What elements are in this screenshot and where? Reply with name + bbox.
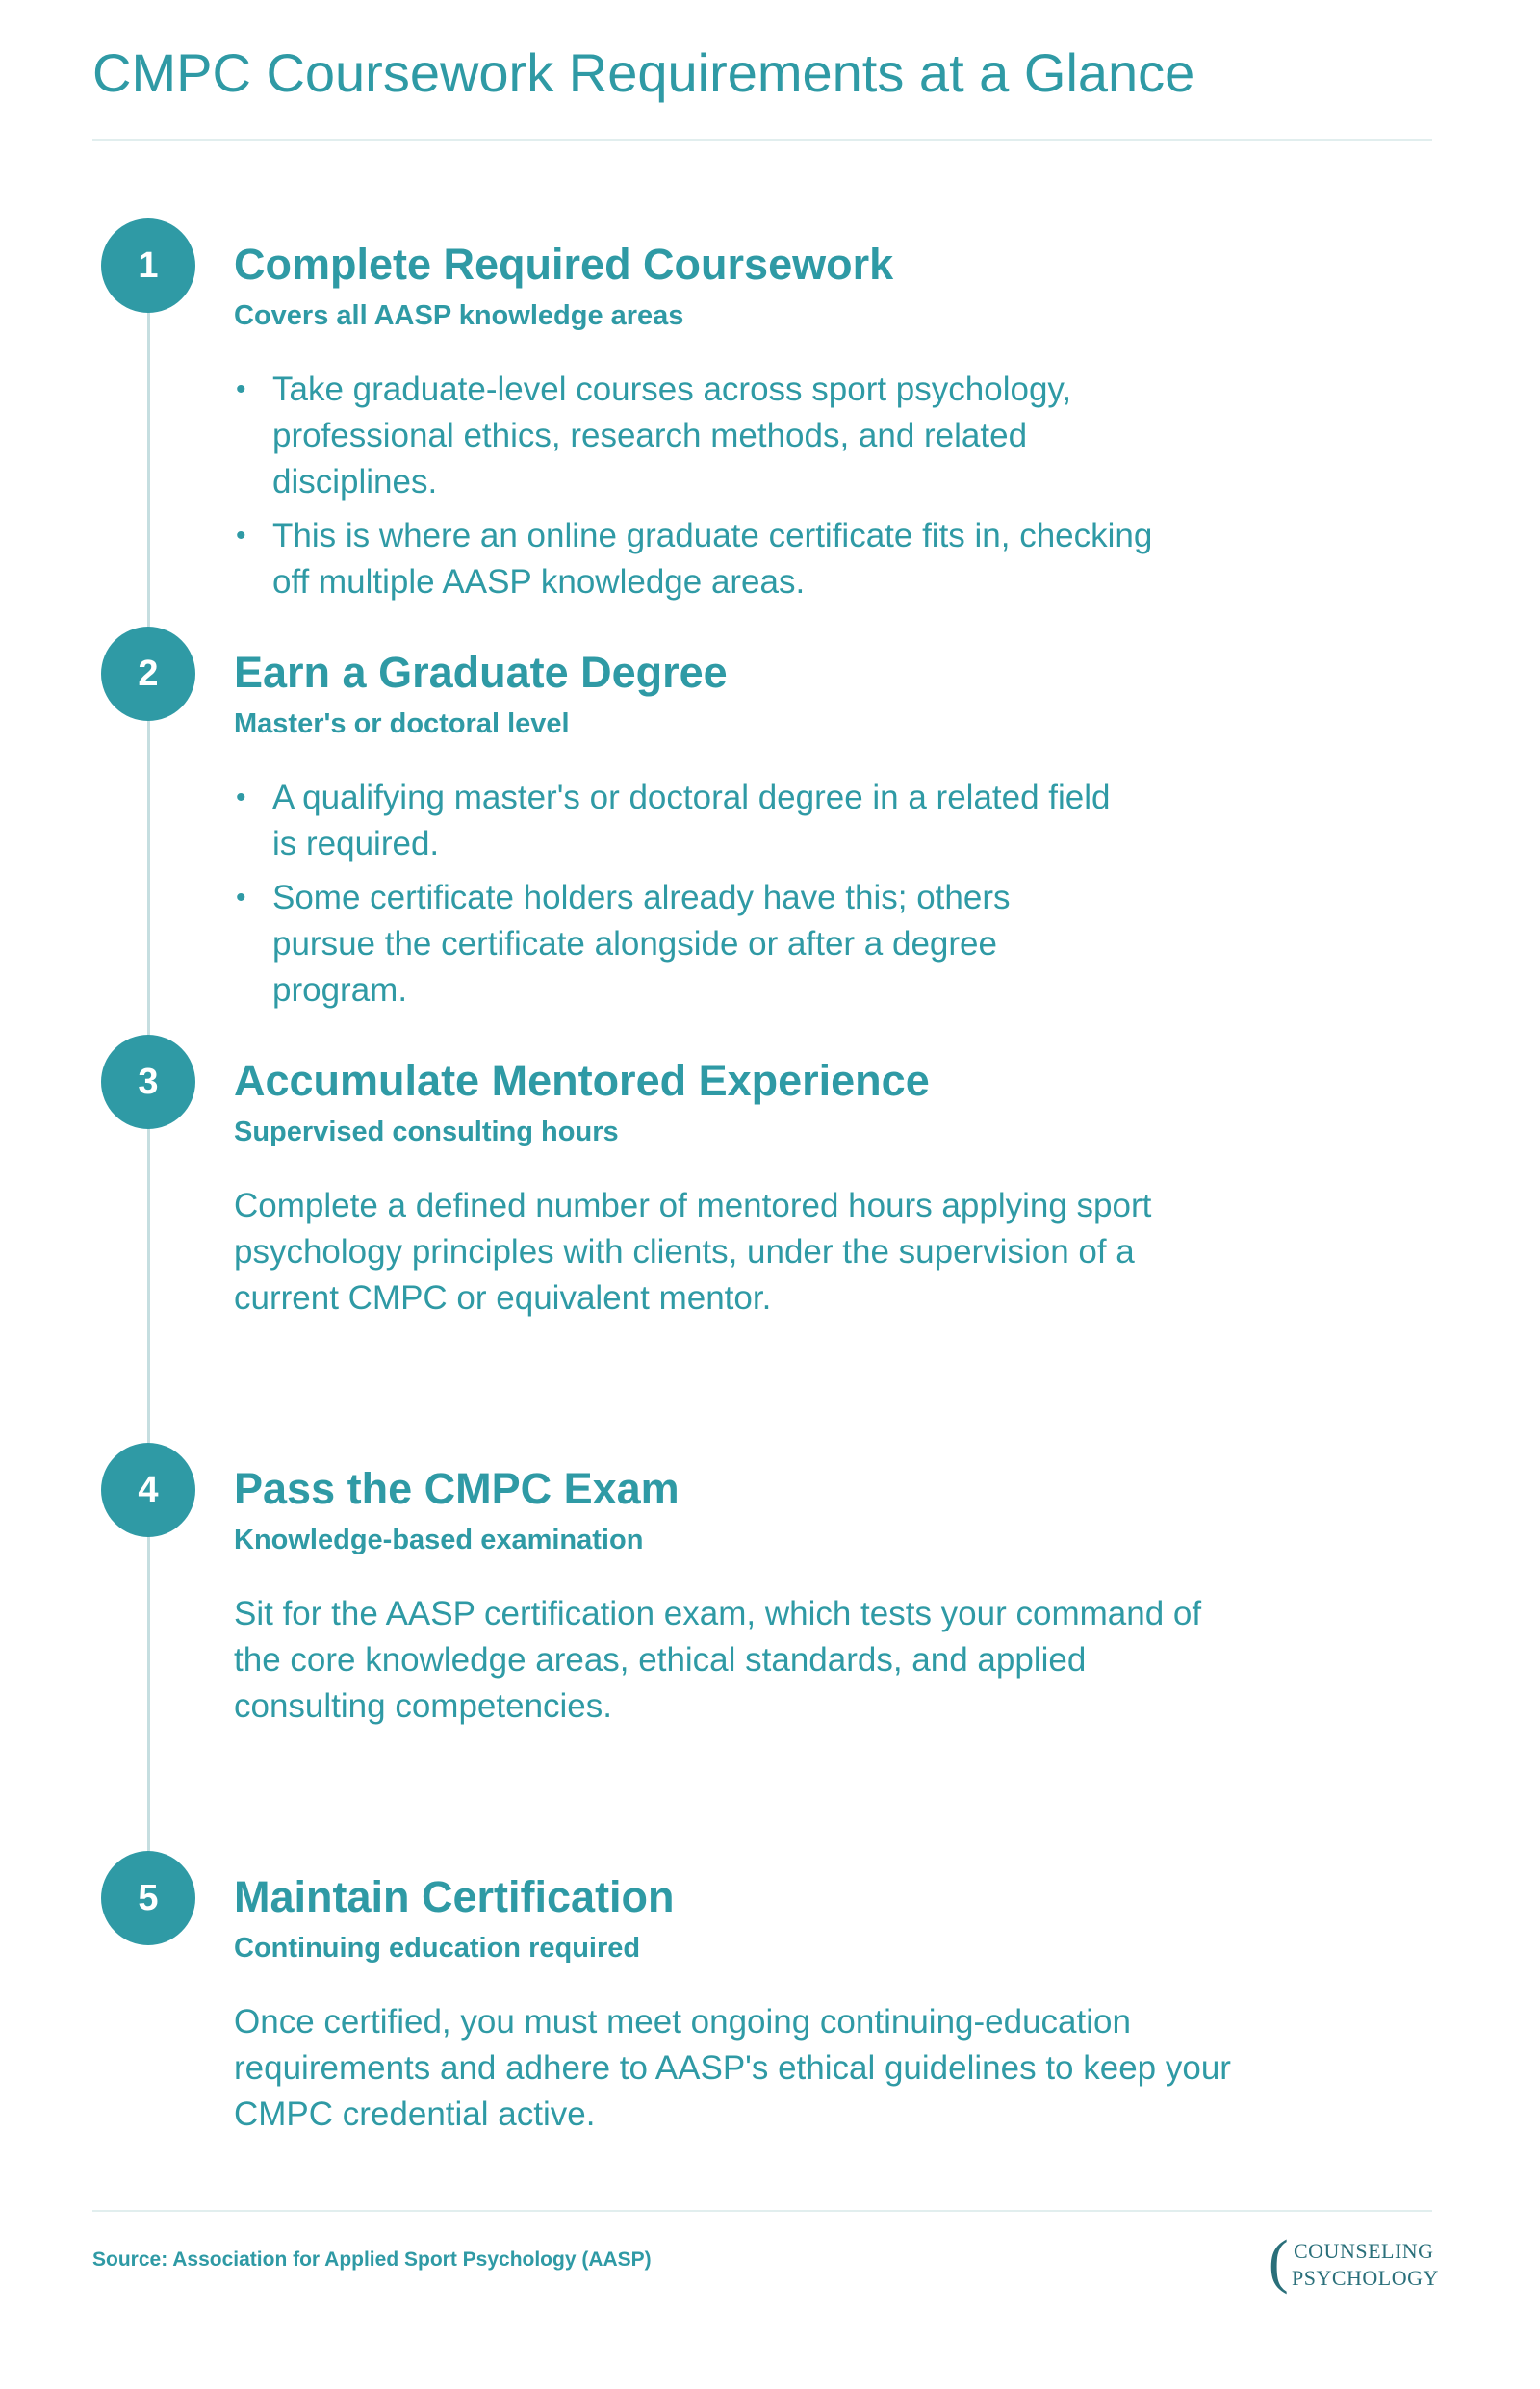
step-2-title: Earn a Graduate Degree [234,648,728,697]
step-4 [234,1462,1273,1730]
step-2-subtitle: Master's or doctoral level [234,708,570,739]
step-1-bullet-2-text: This is where an online graduate certificate fits in, checking off multiple AASP knowledge areas. [272,517,1153,601]
counseling-psychology-logo [1269,2229,1439,2297]
step-3 [234,1054,1273,1322]
logo-c-mark-icon: ( [1269,2229,1289,2295]
bullet-dot-icon: • [236,520,246,552]
step-2-bullet-2-text: Some certificate holders already have this; others pursue the certificate alongside or after a degree program. [272,879,1011,1009]
step-1-number-badge: 1 [101,218,195,313]
step-3-title: Accumulate Mentored Experience [234,1056,930,1105]
step-5-body: Once certified, you must meet ongoing continuing-education requirements and adhere to AASP's ethical guidelines to keep your CMPC credential active. [234,2003,1231,2133]
step-1-bullet-2 [234,513,1158,605]
step-5-number-badge: 5 [101,1851,195,1945]
step-2-bullet-2 [234,875,1119,1014]
bullet-dot-icon: • [236,782,246,813]
step-4-title: Pass the CMPC Exam [234,1464,680,1513]
step-3-number-badge: 3 [101,1035,195,1129]
step-5-title: Maintain Certification [234,1872,675,1921]
step-1-title: Complete Required Coursework [234,240,894,289]
step-2-bullet-1-text: A qualifying master's or doctoral degree in a related field is required. [272,779,1111,862]
step-1-bullet-1-text: Take graduate-level courses across sport psychology, professional ethics, research methods, and related disciplines. [272,371,1072,501]
step-4-body: Sit for the AASP certification exam, which tests your command of the core knowledge areas, ethical standards, and applied consulting competencies. [234,1595,1202,1725]
step-1-subtitle: Covers all AASP knowledge areas [234,300,684,331]
source-citation: Source: Association for Applied Sport Psychology (AASP) [92,2248,652,2271]
bullet-dot-icon: • [236,373,246,405]
step-2-bullet-1 [234,775,1119,867]
step-5-subtitle: Continuing education required [234,1933,641,1964]
step-4-number-badge: 4 [101,1443,195,1537]
step-2-number-badge: 2 [101,627,195,721]
step-2 [234,646,1273,1021]
step-3-subtitle: Supervised consulting hours [234,1117,619,1147]
step-5 [234,1870,1273,2138]
step-1-bullet-1 [234,367,1158,505]
logo-line-1: COUNSELING [1294,2239,1434,2263]
step-3-body: Complete a defined number of mentored hours applying sport psychology principles with clients, under the supervision of a current CMPC or equivalent mentor. [234,1187,1152,1317]
step-1-bullet-list [234,367,1158,605]
step-2-bullet-list [234,775,1119,1014]
step-1 [234,238,1273,613]
step-4-subtitle: Knowledge-based examination [234,1525,644,1555]
page-title: CMPC Coursework Requirements at a Glance [92,42,1195,103]
logo-line-2: PSYCHOLOGY [1292,2266,1439,2290]
header-divider [92,139,1432,141]
bullet-dot-icon: • [236,882,246,913]
footer-divider [92,2210,1432,2212]
